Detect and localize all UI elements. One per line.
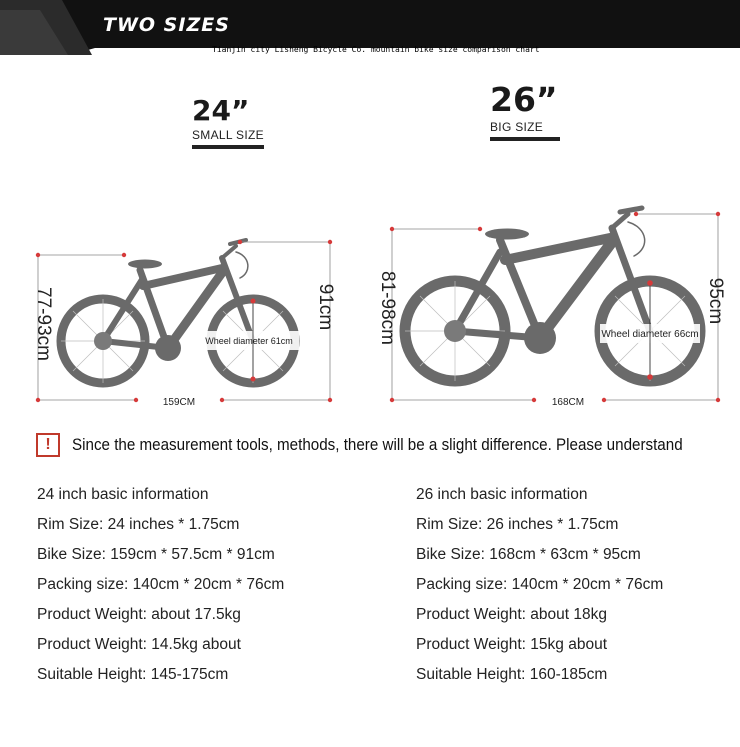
small-bike-image: [61, 240, 299, 383]
small-front-height-label: 91cm: [315, 283, 336, 331]
exclamation-icon: !: [36, 433, 60, 457]
big-size-label: BIG SIZE: [490, 120, 544, 134]
banner-subtitle: Tianjin city Lisheng Bicycle Co. mountain bike size comparison chart: [212, 45, 540, 54]
info-24-weight-net: Product Weight: 14.5kg about: [37, 636, 241, 653]
info-26-suitable-height: Suitable Height: 160-185cm: [416, 666, 608, 683]
measurement-notice: [36, 431, 736, 459]
small-length-label: 159CM: [162, 397, 196, 408]
big-size-heading: [490, 82, 560, 141]
notice-text: Since the measurement tools, methods, there will be a slight difference. Please understand: [72, 435, 683, 454]
info-26-heading: 26 inch basic information: [416, 486, 588, 503]
big-height-range-label: 81-98cm: [377, 271, 398, 345]
small-size-underline: [192, 145, 264, 149]
big-front-height-label: 95cm: [705, 277, 726, 325]
info-24-heading: 24 inch basic information: [37, 486, 209, 503]
info-26-rim-size: Rim Size: 26 inches * 1.75cm: [416, 516, 619, 533]
big-wheel-diameter-label: Wheel diameter 66cm: [601, 329, 699, 340]
big-length-label: 168CM: [551, 397, 585, 408]
info-24-suitable-height: Suitable Height: 145-175cm: [37, 666, 229, 683]
small-size-label: SMALL SIZE: [192, 128, 264, 142]
bike-illustrations: [0, 200, 740, 420]
info-24-inch: [37, 480, 367, 690]
small-size-heading: [192, 96, 264, 149]
small-wheel-diameter-label: Wheel diameter 61cm: [205, 336, 293, 346]
big-size-number: 26”: [490, 80, 558, 119]
info-24-packing-size: Packing size: 140cm * 20cm * 76cm: [37, 576, 285, 593]
big-bike-image: [405, 208, 700, 381]
small-height-range-label: 77-93cm: [33, 287, 54, 361]
info-24-bike-size: Bike Size: 159cm * 57.5cm * 91cm: [37, 546, 275, 563]
info-26-bike-size: Bike Size: 168cm * 63cm * 95cm: [416, 546, 641, 563]
info-26-weight-net: Product Weight: 15kg about: [416, 636, 608, 653]
info-26-weight: Product Weight: about 18kg: [416, 606, 608, 623]
info-24-weight: Product Weight: about 17.5kg: [37, 606, 241, 623]
info-26-inch: [416, 480, 740, 690]
info-24-rim-size: Rim Size: 24 inches * 1.75cm: [37, 516, 240, 533]
banner-title: TWO SIZES: [103, 14, 230, 36]
big-size-underline: [490, 137, 560, 141]
small-size-number: 24”: [192, 94, 250, 127]
info-26-packing-size: Packing size: 140cm * 20cm * 76cm: [416, 576, 664, 593]
